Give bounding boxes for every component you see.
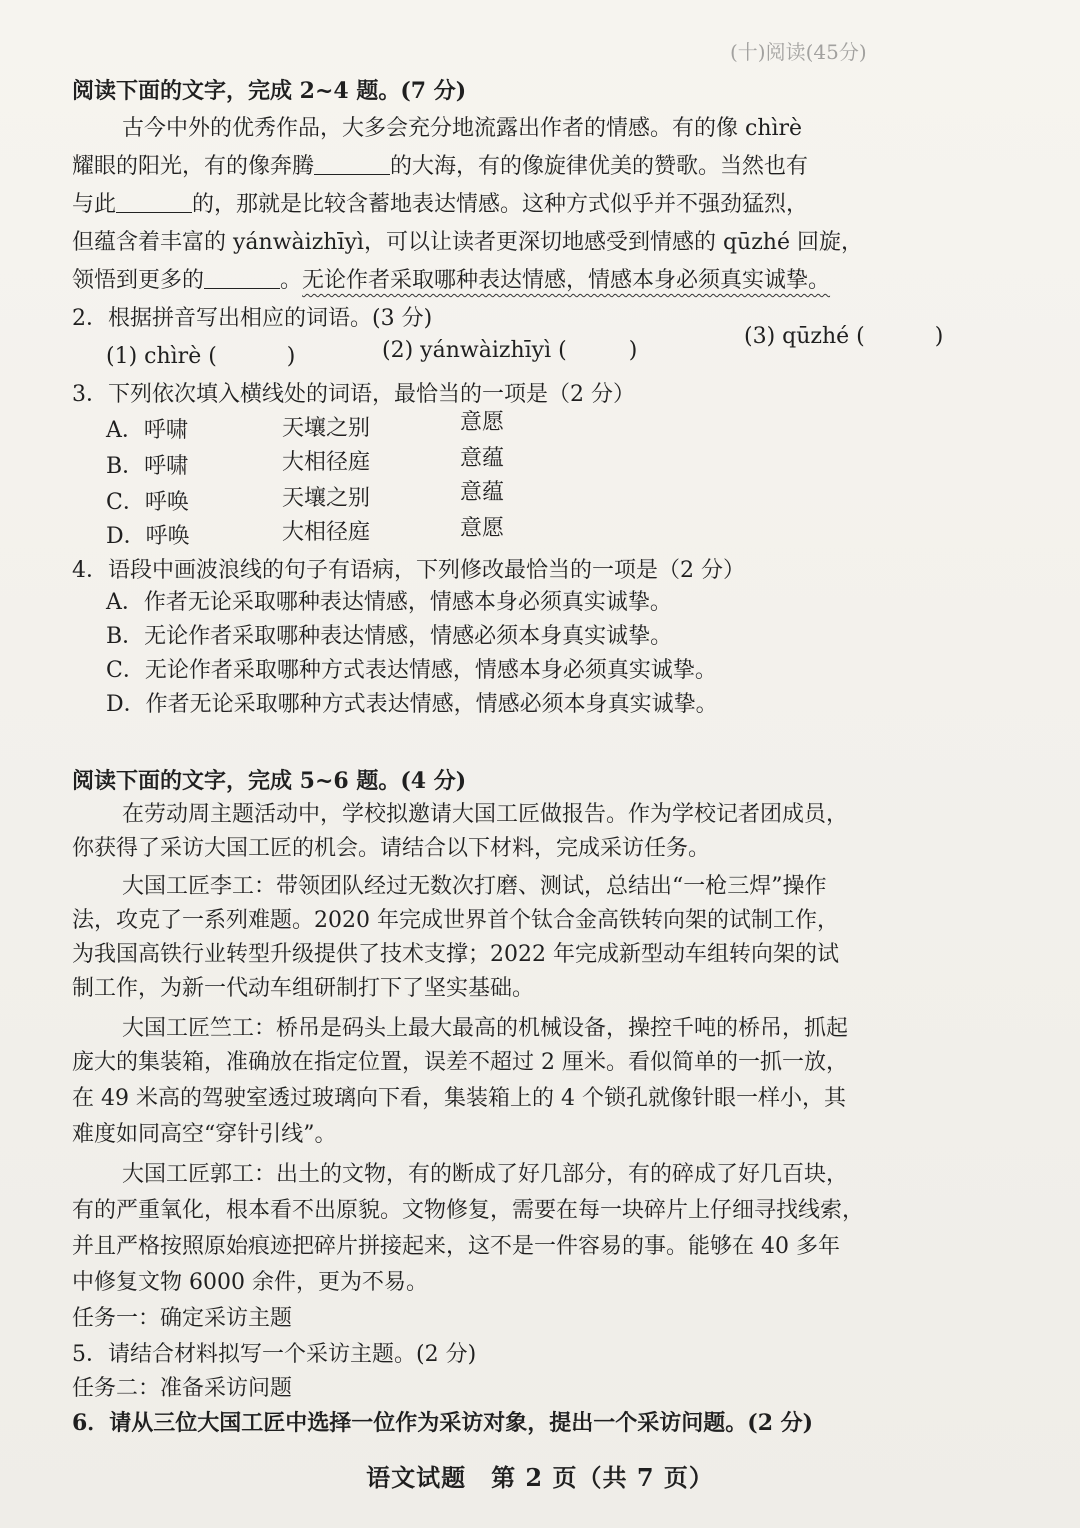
q3-option-label: A．呼啸 [106,418,188,443]
section2-heading: 阅读下面的文字，完成 5~6 题。(4 分) [72,768,467,794]
q3-option-word: 天壤之别 [282,486,371,511]
q2-item-close: ) [286,344,296,369]
q6-stem: 6．请从三位大国工匠中选择一位作为采访对象，提出一个采访问题。(2 分) [72,1410,814,1436]
q3-stem: 3．下列依次填入横线处的词语，最恰当的一项是（2 分） [72,382,635,407]
material-zhu-line: 难度如同高空“穿针引线”。 [72,1122,337,1147]
q2-item-label: (3) qūzhé ( [744,324,865,349]
passage-line: 古今中外的优秀作品，大多会充分地流露出作者的情感。有的像 chìrè [122,116,803,141]
q4-option: D．作者无论采取哪种方式表达情感，情感必须本身真实诚挚。 [106,692,718,717]
material-guo-line: 有的严重氧化，根本看不出原貌。文物修复，需要在每一块碎片上仔细寻找线索， [72,1198,865,1223]
passage-text: 耀眼的阳光，有的像奔腾 [72,154,315,179]
page-footer: 语文试题 第 2 页（共 7 页） [366,1463,714,1492]
passage-text: 的，那就是比较含蓄地表达情感。这种方式似乎并不强劲猛烈， [192,192,809,217]
intro-line: 你获得了采访大国工匠的机会。请结合以下材料，完成采访任务。 [72,836,711,861]
material-guo-line: 大国工匠郭工：出土的文物，有的断成了好几部分，有的碎成了好几百块， [122,1162,849,1187]
q3-option-label: B．呼啸 [106,454,189,479]
passage-text: 。 [280,268,303,293]
fill-blank [204,268,280,289]
material-guo-line: 中修复文物 6000 余件，更为不易。 [72,1270,428,1295]
q3-option-word: 意愿 [460,410,505,435]
material-li-line: 制工作，为新一代动车组研制打下了坚实基础。 [72,976,535,1001]
q3-option-label: D．呼唤 [106,524,190,549]
q3-option-label: C．呼唤 [106,490,189,515]
material-zhu-line: 庞大的集装箱，准确放在指定位置，误差不超过 2 厘米。看似简单的一抓一放， [72,1050,848,1075]
passage-line [72,152,808,182]
q2-item-close: ) [628,338,638,363]
q2-stem: 2．根据拼音写出相应的词语。(3 分) [72,306,433,331]
q2-item-label: (1) chìrè ( [106,344,217,369]
passage-text: 与此 [72,192,117,217]
q4-option: A．作者无论采取哪种表达情感，情感本身必须真实诚挚。 [106,590,672,615]
q3-option-word: 意蕴 [460,446,505,471]
material-zhu-line: 大国工匠竺工：桥吊是码头上最大最高的机械设备，操控千吨的桥吊，抓起 [122,1016,849,1041]
q5-stem: 5．请结合材料拟写一个采访主题。(2 分) [72,1342,477,1367]
material-li-line: 为我国高铁行业转型升级提供了技术支撑；2022 年完成新型动车组转向架的试 [72,942,839,967]
q2-item [744,322,943,352]
q4-option: B．无论作者采取哪种表达情感，情感必须本身真实诚挚。 [106,624,673,649]
task1-label: 任务一：确定采访主题 [72,1306,293,1331]
fill-blank [116,192,192,213]
passage-line [72,266,830,296]
passage-line [72,190,808,220]
q3-option-word: 意愿 [460,516,505,541]
material-guo-line: 并且严格按照原始痕迹把碎片拼接起来，这不是一件容易的事。能够在 40 多年 [72,1234,840,1259]
top-fragment: (十)阅读(45分) [730,40,867,64]
q4-option: C．无论作者采取哪种方式表达情感，情感本身必须真实诚挚。 [106,658,717,683]
material-li-line: 法，攻克了一系列难题。2020 年完成世界首个钛合金高铁转向架的试制工作， [72,908,839,933]
passage-line: 但蕴含着丰富的 yánwàizhīyì，可以让读者更深切地感受到情感的 qūzhé 回旋， [72,230,863,255]
material-zhu-line: 在 49 米高的驾驶室透过玻璃向下看，集装箱上的 4 个锁孔就像针眼一样小，其 [72,1086,846,1111]
material-li-line: 大国工匠李工：带领团队经过无数次打磨、测试，总结出“一枪三焊”操作 [122,874,827,899]
intro-line: 在劳动周主题活动中，学校拟邀请大国工匠做报告。作为学校记者团成员， [122,802,849,827]
q2-item [382,336,637,366]
q3-option-word: 大相径庭 [282,450,371,475]
q2-item [106,342,295,372]
wavy-underlined-sentence: 无论作者采取哪种表达情感，情感本身必须真实诚挚。 [302,268,831,293]
task2-label: 任务二：准备采访问题 [72,1376,293,1401]
q4-stem: 4．语段中画波浪线的句子有语病，下列修改最恰当的一项是（2 分） [72,558,745,583]
passage-text: 领悟到更多的 [72,268,205,293]
q2-item-close: ) [934,324,944,349]
fill-blank [314,154,390,175]
q2-item-label: (2) yánwàizhīyì ( [382,338,567,363]
passage-text: 的大海，有的像旋律优美的赞歌。当然也有 [390,154,809,179]
q3-option-word: 天壤之别 [282,416,371,441]
q3-option-word: 意蕴 [460,480,505,505]
section1-heading: 阅读下面的文字，完成 2~4 题。(7 分) [72,78,467,104]
q3-option-word: 大相径庭 [282,520,371,545]
